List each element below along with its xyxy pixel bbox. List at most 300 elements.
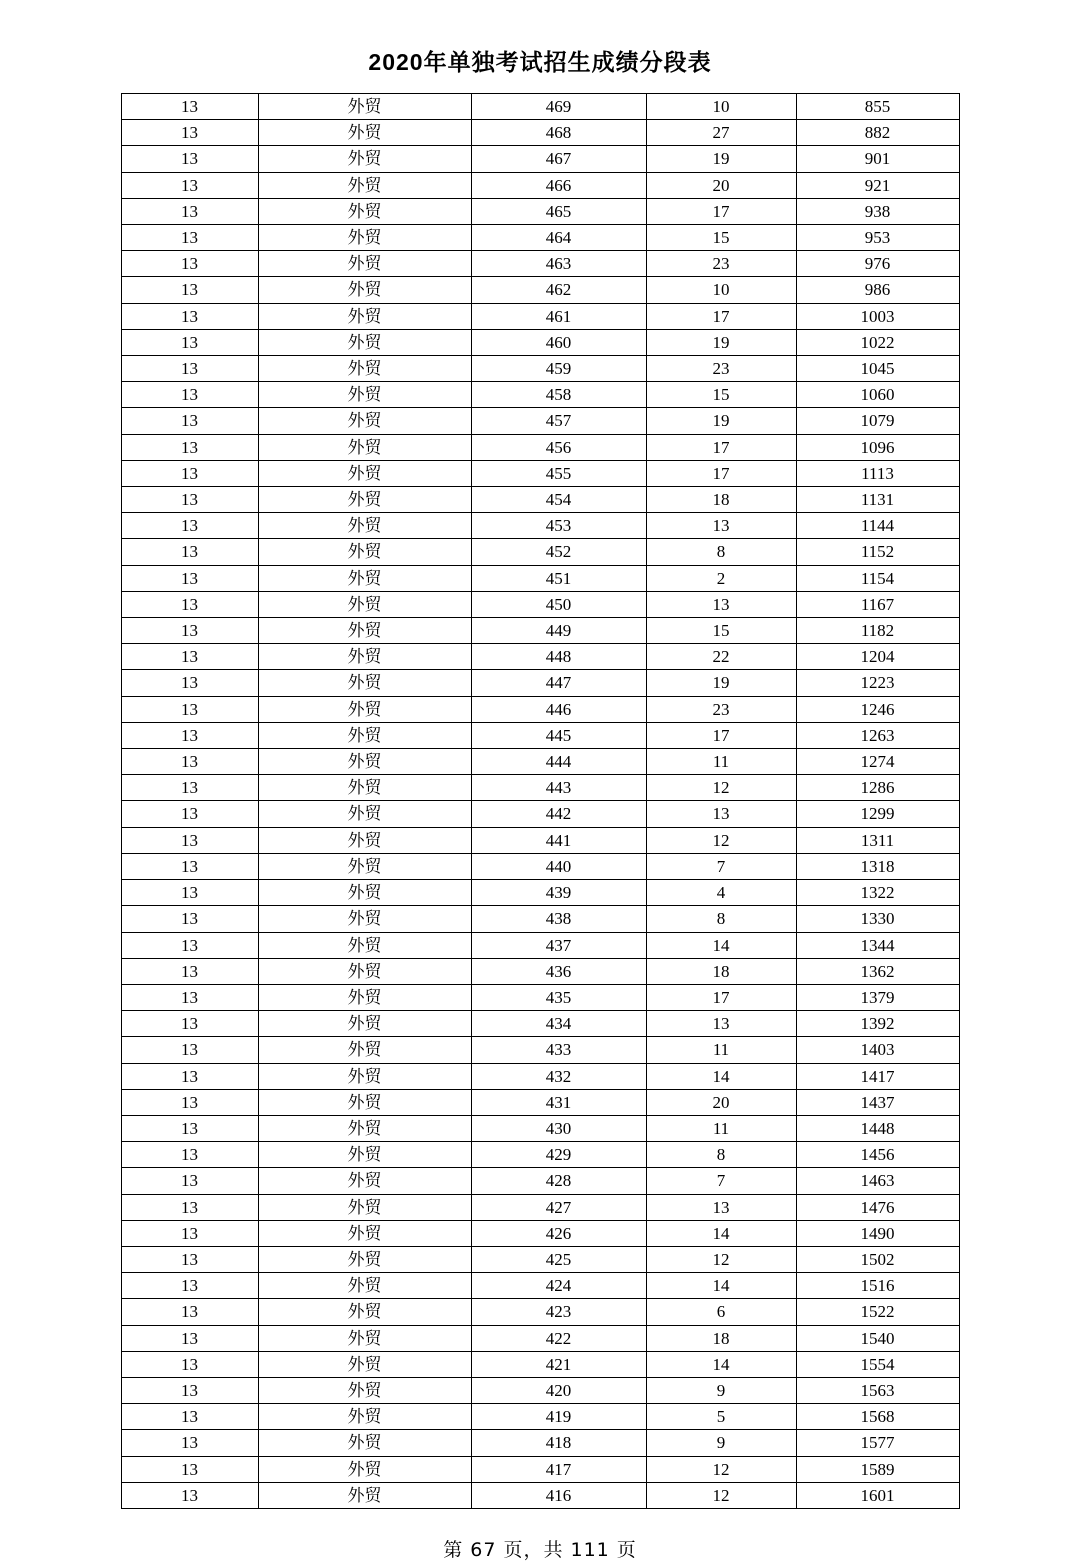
cell-score: 462 [471, 277, 646, 303]
cell-cumulative: 1144 [796, 513, 959, 539]
cell-count: 12 [646, 1246, 796, 1272]
cell-category: 外贸 [258, 670, 471, 696]
cell-cumulative: 1502 [796, 1246, 959, 1272]
cell-category: 外贸 [258, 146, 471, 172]
cell-code: 13 [121, 958, 258, 984]
cell-category: 外贸 [258, 880, 471, 906]
cell-cumulative: 1362 [796, 958, 959, 984]
cell-score: 434 [471, 1011, 646, 1037]
cell-code: 13 [121, 1325, 258, 1351]
cell-code: 13 [121, 853, 258, 879]
table-row [121, 618, 959, 644]
cell-score: 426 [471, 1220, 646, 1246]
cell-score: 422 [471, 1325, 646, 1351]
cell-score: 453 [471, 513, 646, 539]
cell-category: 外贸 [258, 1482, 471, 1508]
cell-cumulative: 1568 [796, 1404, 959, 1430]
cell-score: 447 [471, 670, 646, 696]
cell-count: 13 [646, 801, 796, 827]
cell-code: 13 [121, 225, 258, 251]
cell-code: 13 [121, 408, 258, 434]
cell-category: 外贸 [258, 827, 471, 853]
cell-count: 19 [646, 329, 796, 355]
cell-code: 13 [121, 749, 258, 775]
cell-score: 437 [471, 932, 646, 958]
cell-score: 442 [471, 801, 646, 827]
table-row [121, 251, 959, 277]
cell-score: 465 [471, 198, 646, 224]
cell-score: 431 [471, 1089, 646, 1115]
cell-cumulative: 1322 [796, 880, 959, 906]
cell-code: 13 [121, 1404, 258, 1430]
cell-count: 15 [646, 618, 796, 644]
table-row [121, 198, 959, 224]
cell-score: 456 [471, 434, 646, 460]
cell-category: 外贸 [258, 277, 471, 303]
cell-code: 13 [121, 696, 258, 722]
table-row [121, 906, 959, 932]
cell-code: 13 [121, 120, 258, 146]
cell-cumulative: 1167 [796, 591, 959, 617]
cell-cumulative: 855 [796, 94, 959, 120]
cell-count: 12 [646, 775, 796, 801]
cell-cumulative: 1344 [796, 932, 959, 958]
cell-score: 444 [471, 749, 646, 775]
cell-code: 13 [121, 880, 258, 906]
table-row [121, 722, 959, 748]
cell-score: 445 [471, 722, 646, 748]
table-row [121, 1011, 959, 1037]
cell-cumulative: 1456 [796, 1142, 959, 1168]
cell-count: 17 [646, 460, 796, 486]
score-distribution-table [121, 93, 960, 1509]
cell-category: 外贸 [258, 1142, 471, 1168]
cell-count: 8 [646, 1142, 796, 1168]
table-row [121, 513, 959, 539]
cell-score: 417 [471, 1456, 646, 1482]
cell-cumulative: 1299 [796, 801, 959, 827]
table-row [121, 225, 959, 251]
cell-code: 13 [121, 1037, 258, 1063]
cell-score: 467 [471, 146, 646, 172]
cell-code: 13 [121, 1142, 258, 1168]
cell-code: 13 [121, 1299, 258, 1325]
cell-count: 11 [646, 749, 796, 775]
table-row [121, 801, 959, 827]
cell-category: 外贸 [258, 1063, 471, 1089]
cell-category: 外贸 [258, 932, 471, 958]
table-row [121, 172, 959, 198]
cell-cumulative: 921 [796, 172, 959, 198]
cell-cumulative: 1490 [796, 1220, 959, 1246]
cell-count: 7 [646, 1168, 796, 1194]
cell-count: 17 [646, 303, 796, 329]
cell-count: 18 [646, 487, 796, 513]
cell-count: 17 [646, 984, 796, 1010]
cell-category: 外贸 [258, 696, 471, 722]
cell-category: 外贸 [258, 775, 471, 801]
cell-category: 外贸 [258, 120, 471, 146]
cell-cumulative: 1060 [796, 382, 959, 408]
cell-code: 13 [121, 1115, 258, 1141]
cell-score: 459 [471, 356, 646, 382]
table-row [121, 853, 959, 879]
cell-score: 428 [471, 1168, 646, 1194]
cell-cumulative: 1274 [796, 749, 959, 775]
cell-category: 外贸 [258, 1220, 471, 1246]
cell-category: 外贸 [258, 1246, 471, 1272]
cell-category: 外贸 [258, 1430, 471, 1456]
cell-count: 20 [646, 172, 796, 198]
cell-cumulative: 1554 [796, 1351, 959, 1377]
cell-code: 13 [121, 1063, 258, 1089]
cell-code: 13 [121, 801, 258, 827]
cell-code: 13 [121, 487, 258, 513]
table-row [121, 1325, 959, 1351]
cell-code: 13 [121, 513, 258, 539]
cell-category: 外贸 [258, 251, 471, 277]
cell-category: 外贸 [258, 1089, 471, 1115]
cell-count: 8 [646, 906, 796, 932]
cell-count: 10 [646, 94, 796, 120]
cell-cumulative: 1079 [796, 408, 959, 434]
cell-count: 14 [646, 1273, 796, 1299]
cell-score: 432 [471, 1063, 646, 1089]
table-row [121, 434, 959, 460]
cell-score: 433 [471, 1037, 646, 1063]
cell-code: 13 [121, 94, 258, 120]
cell-code: 13 [121, 644, 258, 670]
cell-code: 13 [121, 146, 258, 172]
table-row [121, 487, 959, 513]
cell-count: 13 [646, 591, 796, 617]
cell-category: 外贸 [258, 329, 471, 355]
cell-cumulative: 1417 [796, 1063, 959, 1089]
cell-score: 449 [471, 618, 646, 644]
cell-score: 416 [471, 1482, 646, 1508]
cell-category: 外贸 [258, 172, 471, 198]
cell-score: 457 [471, 408, 646, 434]
cell-count: 17 [646, 198, 796, 224]
cell-code: 13 [121, 670, 258, 696]
cell-score: 420 [471, 1377, 646, 1403]
cell-cumulative: 1330 [796, 906, 959, 932]
cell-code: 13 [121, 303, 258, 329]
cell-category: 外贸 [258, 1456, 471, 1482]
cell-count: 14 [646, 1351, 796, 1377]
cell-count: 19 [646, 670, 796, 696]
cell-category: 外贸 [258, 722, 471, 748]
cell-category: 外贸 [258, 644, 471, 670]
cell-category: 外贸 [258, 618, 471, 644]
table-row [121, 984, 959, 1010]
cell-code: 13 [121, 1011, 258, 1037]
table-row [121, 932, 959, 958]
cell-code: 13 [121, 1168, 258, 1194]
cell-cumulative: 1516 [796, 1273, 959, 1299]
cell-score: 421 [471, 1351, 646, 1377]
cell-code: 13 [121, 277, 258, 303]
cell-count: 4 [646, 880, 796, 906]
table-row [121, 1456, 959, 1482]
cell-count: 17 [646, 434, 796, 460]
table-row [121, 1430, 959, 1456]
cell-cumulative: 1448 [796, 1115, 959, 1141]
table-row [121, 1246, 959, 1272]
table-row [121, 120, 959, 146]
cell-category: 外贸 [258, 198, 471, 224]
cell-score: 439 [471, 880, 646, 906]
cell-cumulative: 1286 [796, 775, 959, 801]
cell-cumulative: 1246 [796, 696, 959, 722]
cell-cumulative: 1096 [796, 434, 959, 460]
cell-count: 9 [646, 1430, 796, 1456]
cell-count: 13 [646, 1011, 796, 1037]
cell-score: 435 [471, 984, 646, 1010]
cell-category: 外贸 [258, 1168, 471, 1194]
cell-category: 外贸 [258, 1404, 471, 1430]
cell-category: 外贸 [258, 382, 471, 408]
cell-cumulative: 1182 [796, 618, 959, 644]
cell-category: 外贸 [258, 1037, 471, 1063]
cell-cumulative: 1522 [796, 1299, 959, 1325]
table-row [121, 749, 959, 775]
cell-count: 18 [646, 1325, 796, 1351]
cell-code: 13 [121, 1377, 258, 1403]
cell-code: 13 [121, 775, 258, 801]
cell-cumulative: 1392 [796, 1011, 959, 1037]
cell-count: 14 [646, 1063, 796, 1089]
cell-code: 13 [121, 618, 258, 644]
cell-cumulative: 1022 [796, 329, 959, 355]
cell-category: 外贸 [258, 225, 471, 251]
cell-cumulative: 976 [796, 251, 959, 277]
cell-code: 13 [121, 1430, 258, 1456]
table-row [121, 356, 959, 382]
cell-code: 13 [121, 1273, 258, 1299]
cell-count: 5 [646, 1404, 796, 1430]
cell-score: 454 [471, 487, 646, 513]
cell-cumulative: 1311 [796, 827, 959, 853]
table-row [121, 958, 959, 984]
table-row [121, 775, 959, 801]
cell-count: 23 [646, 251, 796, 277]
cell-category: 外贸 [258, 906, 471, 932]
cell-score: 429 [471, 1142, 646, 1168]
cell-category: 外贸 [258, 513, 471, 539]
cell-category: 外贸 [258, 487, 471, 513]
cell-cumulative: 1045 [796, 356, 959, 382]
cell-cumulative: 1154 [796, 565, 959, 591]
cell-code: 13 [121, 722, 258, 748]
cell-category: 外贸 [258, 460, 471, 486]
cell-score: 425 [471, 1246, 646, 1272]
cell-score: 463 [471, 251, 646, 277]
cell-code: 13 [121, 460, 258, 486]
cell-cumulative: 1437 [796, 1089, 959, 1115]
cell-category: 外贸 [258, 408, 471, 434]
table-row [121, 1037, 959, 1063]
cell-count: 13 [646, 1194, 796, 1220]
cell-cumulative: 901 [796, 146, 959, 172]
table-row [121, 696, 959, 722]
cell-code: 13 [121, 906, 258, 932]
cell-score: 441 [471, 827, 646, 853]
cell-category: 外贸 [258, 1115, 471, 1141]
cell-count: 22 [646, 644, 796, 670]
cell-score: 450 [471, 591, 646, 617]
cell-cumulative: 938 [796, 198, 959, 224]
cell-cumulative: 1403 [796, 1037, 959, 1063]
table-row [121, 1351, 959, 1377]
cell-score: 419 [471, 1404, 646, 1430]
cell-cumulative: 1318 [796, 853, 959, 879]
cell-count: 23 [646, 696, 796, 722]
table-row [121, 565, 959, 591]
cell-category: 外贸 [258, 1351, 471, 1377]
cell-category: 外贸 [258, 1299, 471, 1325]
cell-count: 7 [646, 853, 796, 879]
cell-category: 外贸 [258, 565, 471, 591]
cell-code: 13 [121, 1089, 258, 1115]
table-row [121, 329, 959, 355]
cell-code: 13 [121, 1351, 258, 1377]
cell-cumulative: 1379 [796, 984, 959, 1010]
table-row [121, 827, 959, 853]
table-row [121, 591, 959, 617]
cell-cumulative: 953 [796, 225, 959, 251]
table-row [121, 277, 959, 303]
cell-category: 外贸 [258, 356, 471, 382]
cell-count: 12 [646, 1456, 796, 1482]
cell-count: 2 [646, 565, 796, 591]
table-row [121, 1377, 959, 1403]
table-row [121, 408, 959, 434]
cell-score: 455 [471, 460, 646, 486]
cell-count: 20 [646, 1089, 796, 1115]
cell-cumulative: 1204 [796, 644, 959, 670]
table-row [121, 644, 959, 670]
table-row [121, 1273, 959, 1299]
cell-cumulative: 1131 [796, 487, 959, 513]
cell-count: 6 [646, 1299, 796, 1325]
cell-score: 427 [471, 1194, 646, 1220]
table-row [121, 539, 959, 565]
cell-code: 13 [121, 1194, 258, 1220]
cell-code: 13 [121, 984, 258, 1010]
cell-category: 外贸 [258, 303, 471, 329]
cell-count: 27 [646, 120, 796, 146]
cell-count: 17 [646, 722, 796, 748]
cell-count: 19 [646, 408, 796, 434]
cell-category: 外贸 [258, 1194, 471, 1220]
table-row [121, 94, 959, 120]
cell-score: 418 [471, 1430, 646, 1456]
cell-score: 468 [471, 120, 646, 146]
table-row [121, 1299, 959, 1325]
cell-score: 443 [471, 775, 646, 801]
table-row [121, 1142, 959, 1168]
cell-code: 13 [121, 539, 258, 565]
cell-cumulative: 1601 [796, 1482, 959, 1508]
table-row [121, 1063, 959, 1089]
cell-count: 13 [646, 513, 796, 539]
table-row [121, 880, 959, 906]
page-title: 2020年单独考试招生成绩分段表 [368, 49, 712, 75]
cell-category: 外贸 [258, 801, 471, 827]
cell-score: 451 [471, 565, 646, 591]
cell-category: 外贸 [258, 1377, 471, 1403]
cell-score: 430 [471, 1115, 646, 1141]
cell-code: 13 [121, 329, 258, 355]
table-row [121, 1115, 959, 1141]
cell-count: 14 [646, 932, 796, 958]
cell-cumulative: 1577 [796, 1430, 959, 1456]
cell-code: 13 [121, 932, 258, 958]
cell-code: 13 [121, 565, 258, 591]
cell-score: 469 [471, 94, 646, 120]
table-row [121, 1482, 959, 1508]
cell-code: 13 [121, 434, 258, 460]
cell-cumulative: 1223 [796, 670, 959, 696]
cell-cumulative: 1263 [796, 722, 959, 748]
table-row [121, 1194, 959, 1220]
cell-category: 外贸 [258, 1273, 471, 1299]
cell-count: 11 [646, 1037, 796, 1063]
cell-code: 13 [121, 1220, 258, 1246]
cell-category: 外贸 [258, 94, 471, 120]
cell-count: 18 [646, 958, 796, 984]
table-row [121, 1220, 959, 1246]
cell-cumulative: 1003 [796, 303, 959, 329]
cell-cumulative: 1589 [796, 1456, 959, 1482]
table-row [121, 382, 959, 408]
cell-score: 436 [471, 958, 646, 984]
cell-score: 464 [471, 225, 646, 251]
cell-score: 466 [471, 172, 646, 198]
cell-code: 13 [121, 382, 258, 408]
cell-cumulative: 1563 [796, 1377, 959, 1403]
table-body [121, 94, 959, 1509]
cell-count: 10 [646, 277, 796, 303]
cell-code: 13 [121, 1246, 258, 1272]
cell-category: 外贸 [258, 984, 471, 1010]
cell-count: 23 [646, 356, 796, 382]
cell-category: 外贸 [258, 591, 471, 617]
table-row [121, 1404, 959, 1430]
cell-score: 423 [471, 1299, 646, 1325]
cell-category: 外贸 [258, 1325, 471, 1351]
cell-category: 外贸 [258, 749, 471, 775]
table-row [121, 146, 959, 172]
cell-count: 19 [646, 146, 796, 172]
cell-count: 12 [646, 827, 796, 853]
cell-cumulative: 1113 [796, 460, 959, 486]
table-row [121, 460, 959, 486]
cell-category: 外贸 [258, 1011, 471, 1037]
cell-count: 11 [646, 1115, 796, 1141]
cell-code: 13 [121, 827, 258, 853]
cell-code: 13 [121, 172, 258, 198]
table-row [121, 1168, 959, 1194]
cell-count: 15 [646, 225, 796, 251]
cell-cumulative: 1463 [796, 1168, 959, 1194]
table-row [121, 670, 959, 696]
cell-code: 13 [121, 591, 258, 617]
cell-code: 13 [121, 198, 258, 224]
cell-count: 8 [646, 539, 796, 565]
cell-score: 424 [471, 1273, 646, 1299]
